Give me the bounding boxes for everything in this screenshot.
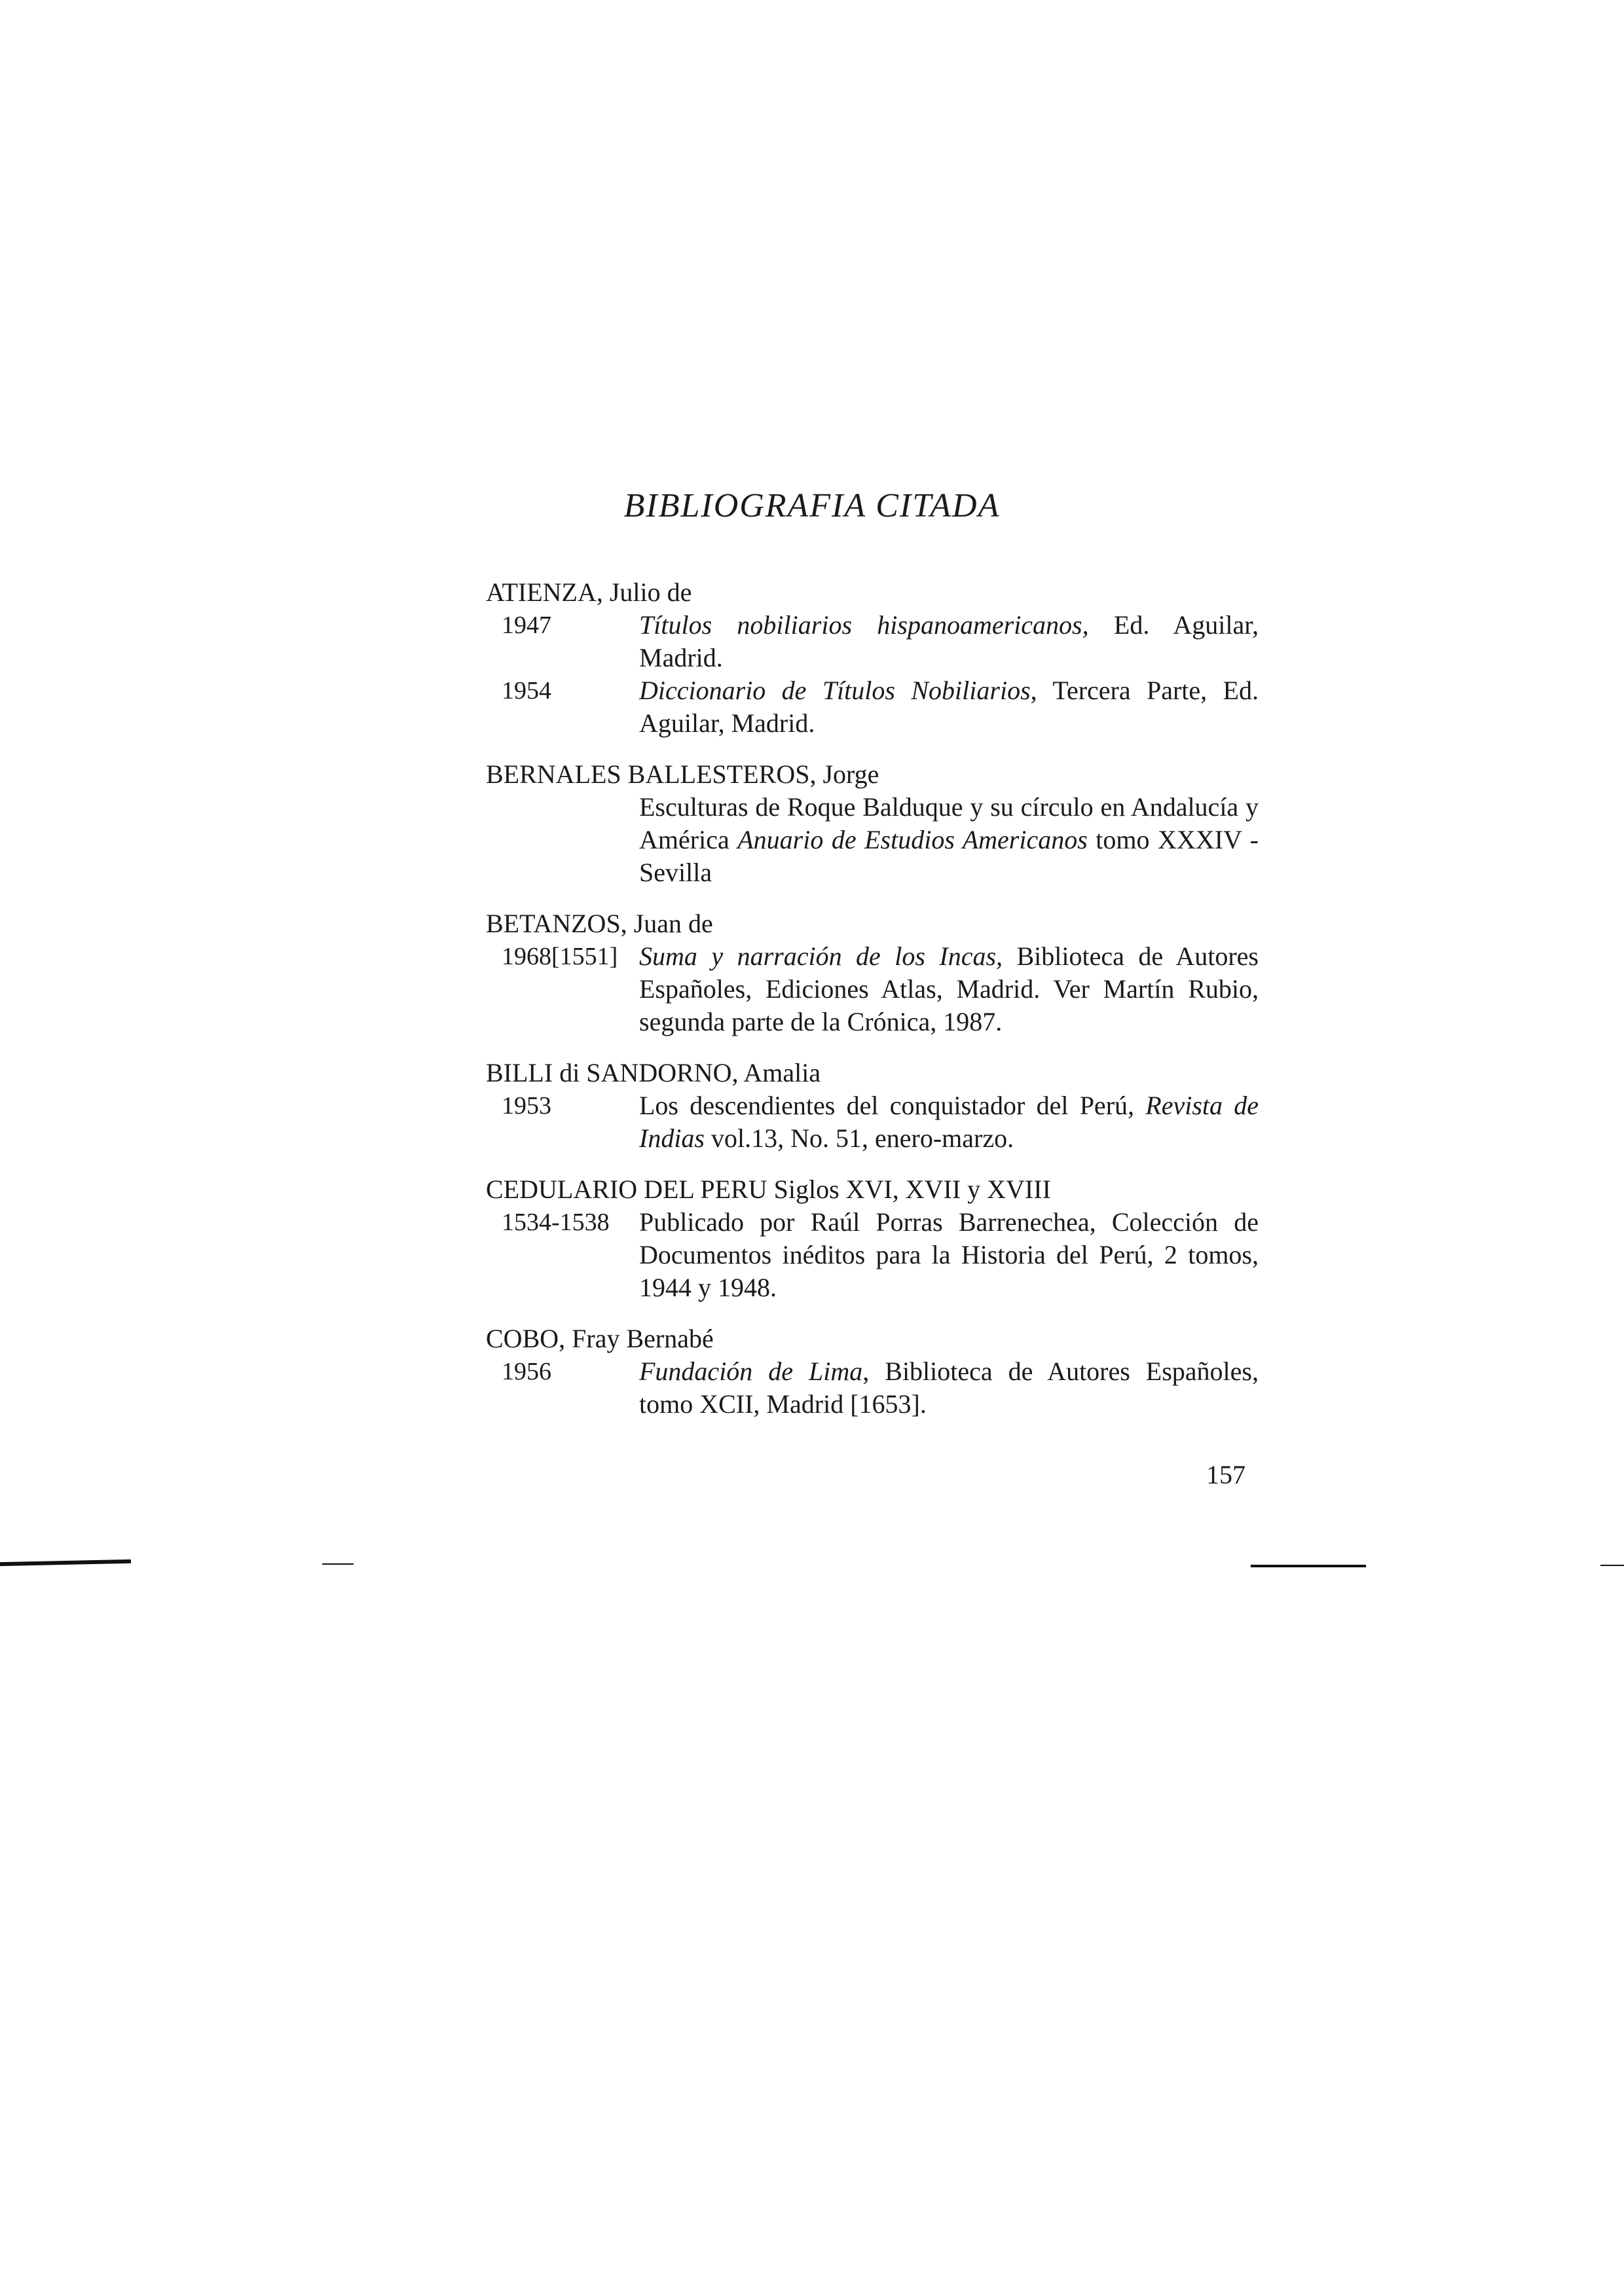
scan-edge-mark: [322, 1563, 354, 1565]
work-title-italic: Diccionario de Títulos Nobiliarios: [639, 676, 1031, 705]
entry-work: [486, 609, 1259, 674]
page-number: 157: [1206, 1460, 1246, 1489]
work-year: 1968[1551]: [502, 943, 618, 970]
entry-author: COBO, Fray Bernabé: [486, 1324, 714, 1353]
work-text: Biblioteca de Autores Españoles, Ediciones Atlas, Madrid. Ver Martín Rubio, segunda parte de la Crónica, 1987.: [639, 941, 1259, 1036]
entry-work: [486, 674, 1259, 740]
bibliography-entry: [486, 907, 1259, 1038]
page-title: BIBLIOGRAFIA CITADA: [623, 487, 1001, 524]
bibliography-list: [486, 576, 1259, 1439]
bibliography-entry: [486, 576, 1259, 740]
work-title-italic: Anuario de Estudios Americanos: [737, 825, 1088, 854]
scan-edge-mark: [1600, 1565, 1624, 1566]
entry-author: BERNALES BALLESTEROS, Jorge: [486, 759, 879, 789]
entry-work: [486, 791, 1259, 889]
work-text: vol.13, No. 51, enero-marzo.: [705, 1123, 1014, 1153]
work-text: Esculturas de Roque Balduque y su círculo en Andalucía y América: [639, 792, 1259, 854]
work-title-italic: Fundación de Lima: [639, 1357, 863, 1386]
work-title-italic: Revista de Indias: [639, 1091, 1259, 1153]
work-text: , Biblioteca de Autores Españoles, tomo XCII, Madrid [1653].: [639, 1357, 1259, 1419]
work-description: [639, 940, 1259, 1038]
bibliography-entry: [486, 1173, 1259, 1304]
work-text: Los descendientes del conquistador del Perú,: [639, 1091, 1146, 1120]
work-description: [639, 674, 1259, 740]
work-description: [639, 1355, 1259, 1421]
work-year: 1534-1538: [502, 1209, 610, 1236]
entry-author: CEDULARIO DEL PERU Siglos XVI, XVII y XVIII: [486, 1175, 1051, 1204]
entry-author: BETANZOS, Juan de: [486, 909, 713, 938]
scan-edge-mark: [1251, 1565, 1366, 1567]
entry-work: [486, 1206, 1259, 1304]
bibliography-entry: [486, 1322, 1259, 1421]
work-title-italic: Suma y narración de los Incas,: [639, 941, 1003, 971]
entry-author: BILLI di SANDORNO, Amalia: [486, 1058, 821, 1087]
work-description: [639, 1206, 1259, 1304]
scan-edge-mark: [0, 1559, 131, 1566]
work-text: Publicado por Raúl Porras Barrenechea, Colección de Documentos inéditos para la Historia del Perú, 2 tomos, 1944 y 1948.: [639, 1207, 1259, 1302]
work-text: tomo XXXIV - Sevilla: [639, 825, 1259, 887]
bibliography-entry: [486, 1057, 1259, 1155]
work-description: [639, 609, 1259, 674]
entry-work: [486, 1089, 1259, 1155]
work-description: [639, 791, 1259, 889]
work-year: 1956: [502, 1358, 551, 1385]
entry-work: [486, 1355, 1259, 1421]
work-description: [639, 1089, 1259, 1155]
work-title-italic: Títulos nobiliarios hispanoamericanos,: [639, 610, 1089, 640]
work-text: Ed. Aguilar, Madrid.: [639, 610, 1259, 672]
work-year: 1954: [502, 677, 551, 704]
bibliography-entry: [486, 758, 1259, 889]
entry-author: ATIENZA, Julio de: [486, 577, 692, 607]
work-year: 1947: [502, 611, 551, 639]
work-text: , Tercera Parte, Ed. Aguilar, Madrid.: [639, 676, 1259, 738]
work-year: 1953: [502, 1092, 551, 1120]
entry-work: [486, 940, 1259, 1038]
